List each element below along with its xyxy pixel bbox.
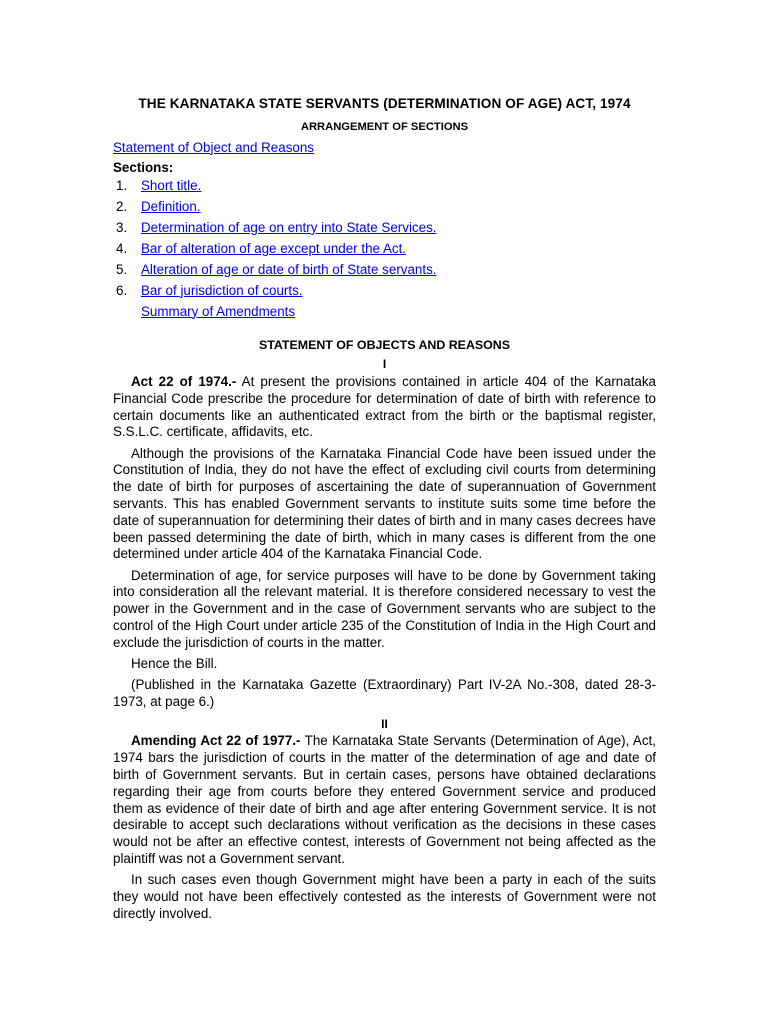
section-link-bar-of-alteration[interactable]: Bar of alteration of age except under the Act. [141, 240, 407, 256]
part-two-numeral: II [381, 716, 388, 731]
arrangement-heading: ARRANGEMENT OF SECTIONS [300, 120, 469, 133]
section-number: 3. [116, 219, 128, 235]
paragraph: Although the provisions of the Karnataka Financial Code have been issued under the Constitution of India, they do not have the effect of excluding civil courts from determining the date of birth for purposes of ascertaining the date of superannuation of Government servants. This has enabled Government servants to institute suits some time before the date of superannuation for determining their dates of birth and in many cases decrees have been passed determining the date of birth, which in many cases is different from the one determined under article 404 of the Karnataka Financial Code. [113, 445, 656, 562]
part-one-numeral: I [382, 357, 387, 372]
section-link-definition[interactable]: Definition. [141, 199, 201, 215]
sections-list [113, 178, 656, 299]
section-item-6 [113, 283, 656, 300]
summary-of-amendments-link[interactable]: Summary of Amendments [141, 303, 296, 319]
section-item-1 [113, 178, 656, 195]
paragraph: Hence the Bill. [131, 656, 218, 672]
section-link-bar-of-jurisdiction[interactable]: Bar of jurisdiction of courts. [141, 282, 303, 298]
act-reference: Act 22 of 1974.- [131, 373, 237, 389]
section-link-alteration-of-age[interactable]: Alteration of age or date of birth of State servants. [141, 261, 437, 277]
document-title: THE KARNATAKA STATE SERVANTS (DETERMINATION OF AGE) ACT, 1974 [138, 96, 631, 111]
section-item-5 [113, 262, 656, 279]
paragraph-text: The Karnataka State Servants (Determination of Age), Act, 1974 bars the jurisdiction of courts in the matter of the determination of age and date of birth of Government servants. But in certain cases, persons have obtained declarations regarding their age from courts before they entered Government service and produced them as evidence of their date of birth and age after entering Government service. It is not desirable to accept such declarations without verification as the decisions in these cases would not be after an effective contest, interests of Government not being affected as the plaintiff was not a Government servant. [113, 733, 656, 866]
paragraph-text: At present the provisions contained in article 404 of the Karnataka Financial Code prescribe the procedure for determination of date of birth with reference to certain documents like an authenticated extract from the birth or the baptismal register, S.S.L.C. certificate, affidavits, etc. [113, 373, 656, 440]
paragraph: In such cases even though Government might have been a party in each of the suits they would not have been effectively contested as the interests of Government were not directly involved. [113, 872, 656, 921]
statement-heading: STATEMENT OF OBJECTS AND REASONS [258, 338, 511, 353]
section-link-determination-of-age[interactable]: Determination of age on entry into State Services. [141, 219, 437, 235]
section-number: 1. [116, 178, 128, 194]
section-item-2 [113, 199, 656, 216]
section-number: 2. [116, 199, 128, 215]
statement-link-line [113, 140, 656, 157]
paragraph-act-22-1974 [113, 374, 656, 441]
section-link-short-title[interactable]: Short title. [141, 178, 202, 194]
document-content [113, 96, 656, 927]
section-number: 6. [116, 282, 128, 298]
publication-note: (Published in the Karnataka Gazette (Extraordinary) Part IV-2A No.-308, dated 28-3-1973, at page 6.) [113, 677, 656, 710]
paragraph-amending-act-22-1977 [113, 733, 656, 867]
section-number: 4. [116, 240, 128, 256]
section-number: 5. [116, 261, 128, 277]
sections-label: Sections: [113, 160, 174, 176]
statement-of-object-link[interactable]: Statement of Object and Reasons [113, 139, 314, 155]
act-reference: Amending Act 22 of 1977.- [131, 733, 301, 749]
section-item-4 [113, 241, 656, 258]
summary-link-line [113, 304, 656, 321]
paragraph: Determination of age, for service purposes will have to be done by Government taking into consideration all the relevant material. It is therefore considered necessary to vest the power in the Government and in the case of Government servants who are subject to the control of the High Court under article 235 of the Constitution of India in the High Court and exclude the jurisdiction of courts in the matter. [113, 567, 656, 650]
section-item-3 [113, 220, 656, 237]
